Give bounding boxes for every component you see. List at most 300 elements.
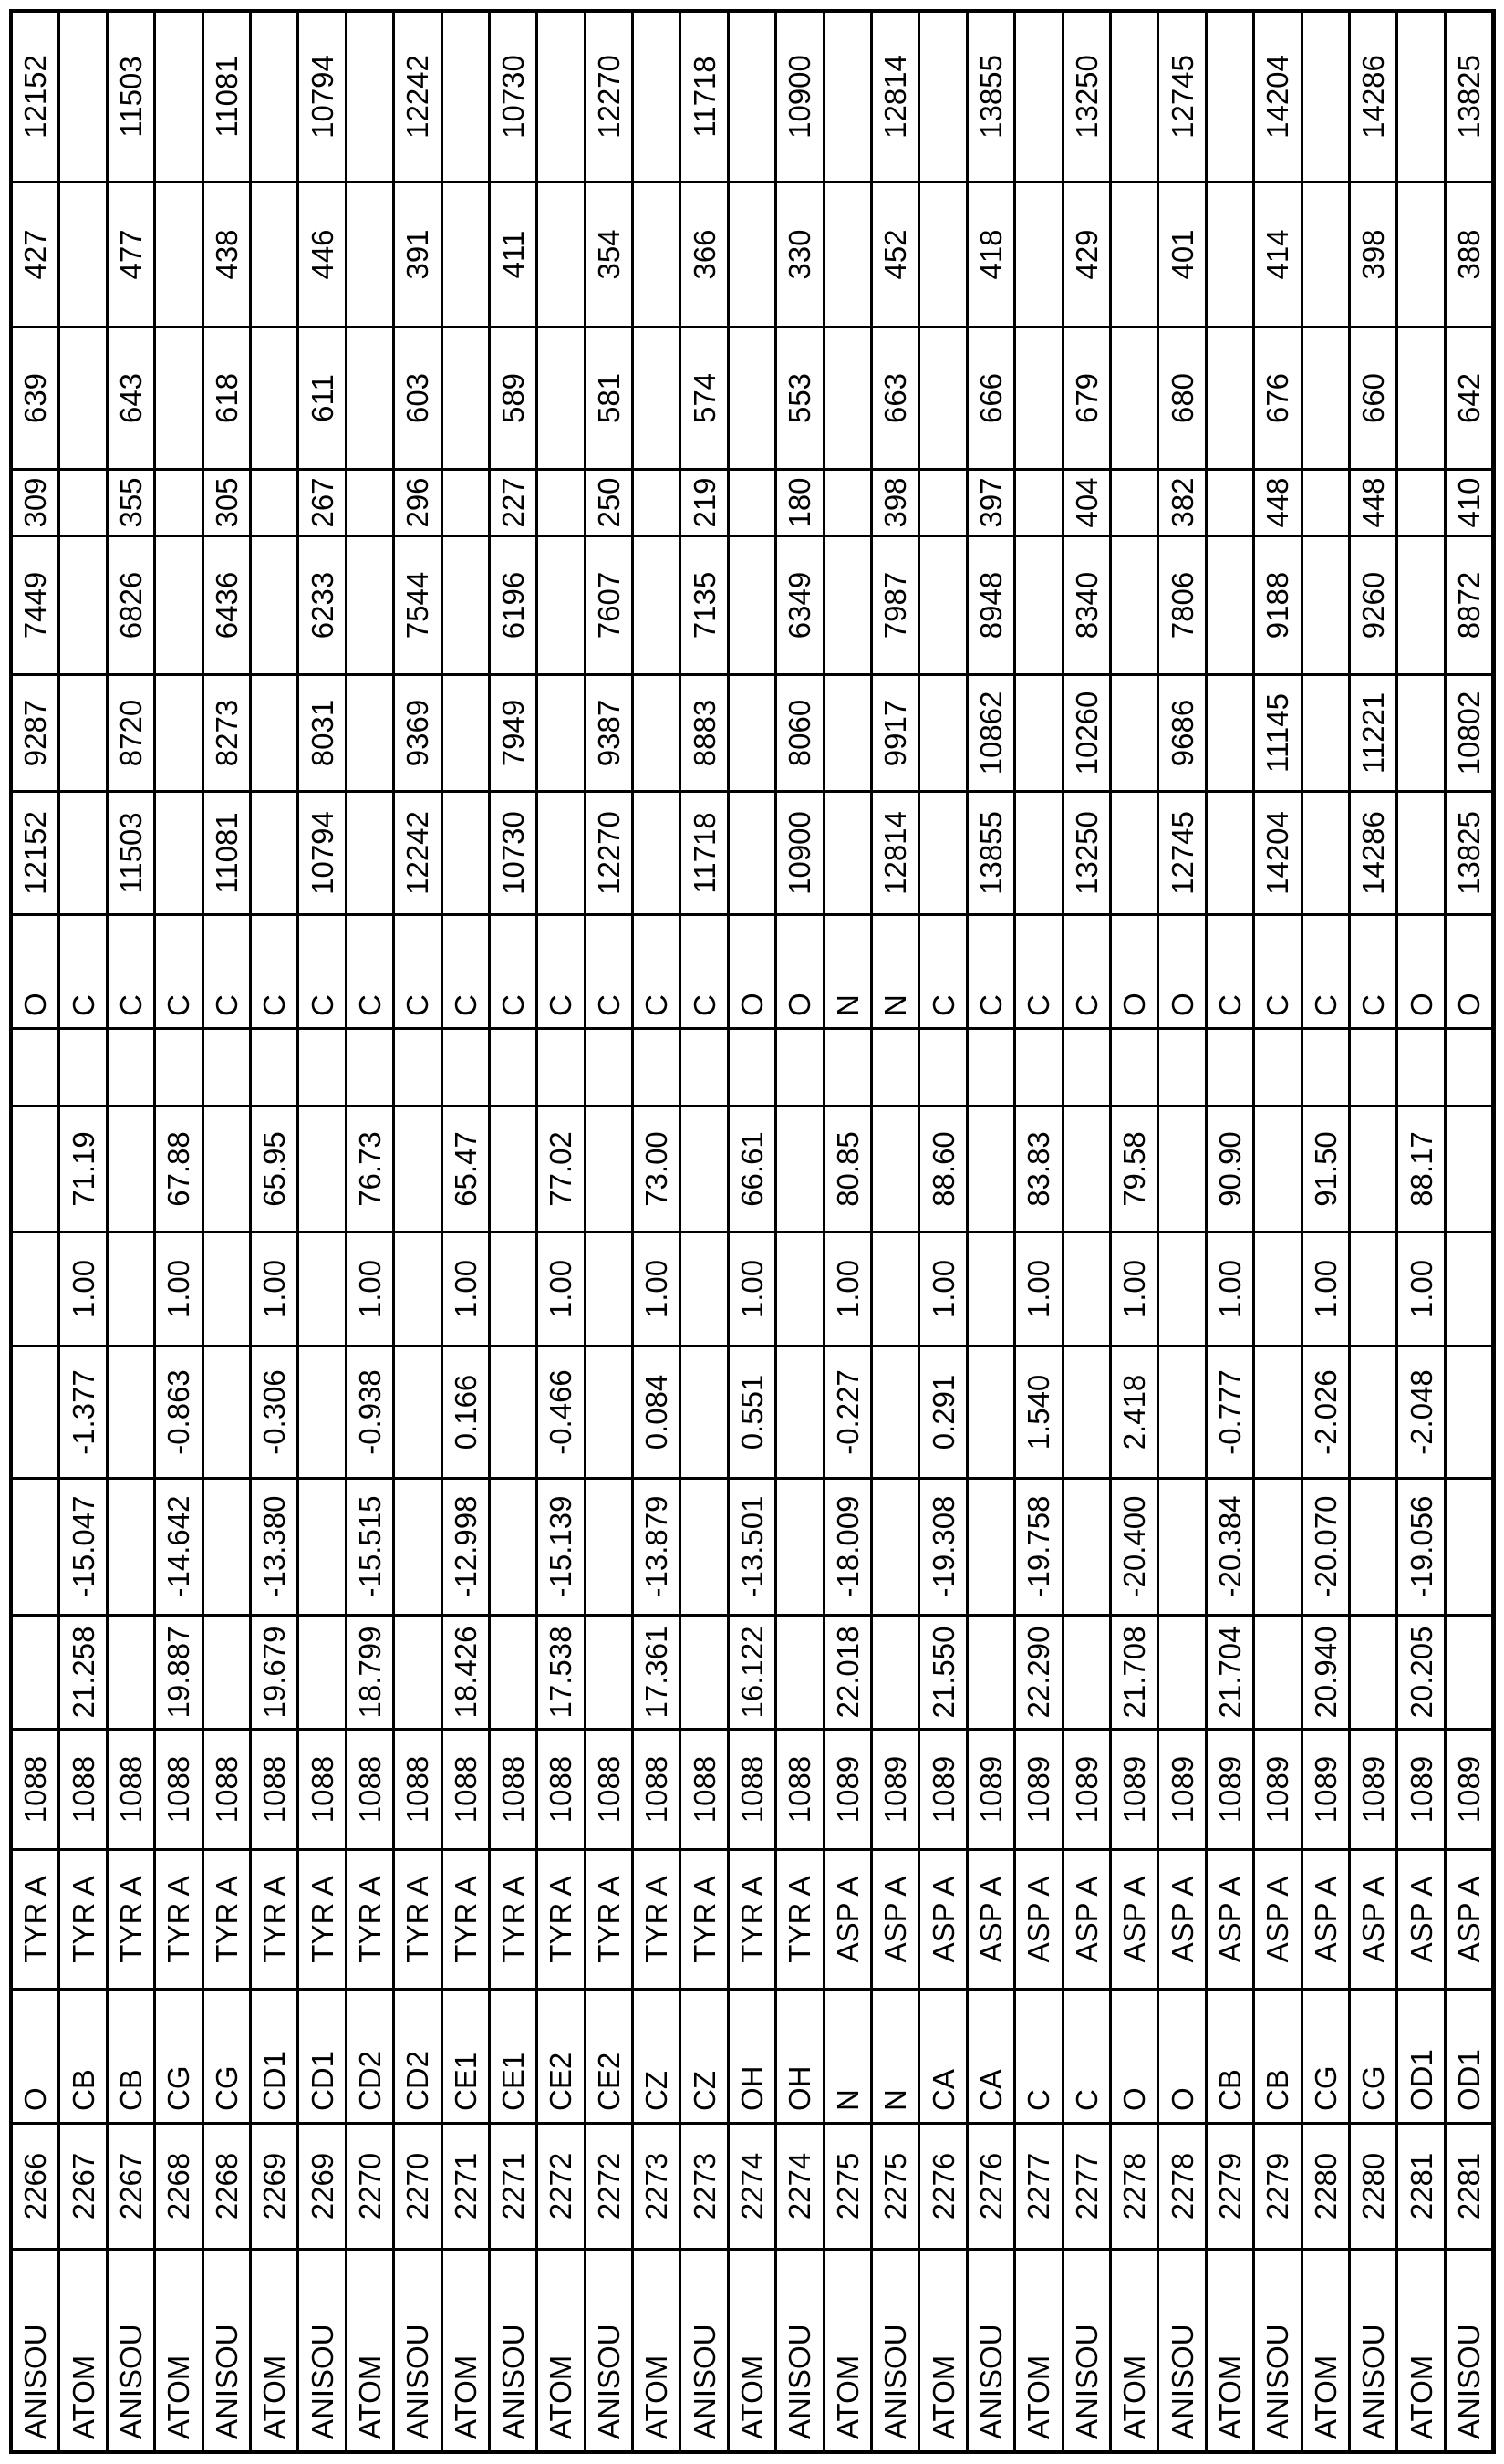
cell-x-coord-row6: 19.679 xyxy=(252,1617,296,1728)
cell-atom-name-row9: CD2 xyxy=(395,1991,440,2122)
cell-atom-serial-row19: 2275 xyxy=(873,2125,918,2248)
cell-u11-repeat-row30 xyxy=(1398,13,1443,181)
cell-u11-repeat-row6 xyxy=(252,13,296,181)
cell-u33-row26 xyxy=(1208,537,1252,673)
cell-u13-row3: 643 xyxy=(109,328,153,468)
cell-occupancy-row18: 1.00 xyxy=(825,1233,870,1345)
cell-u33-row10 xyxy=(443,537,488,673)
cell-u23-row14 xyxy=(634,183,679,326)
cell-atom-name-row21: CA xyxy=(969,1991,1013,2122)
cell-residue-chain-row17: TYR A xyxy=(777,1851,822,1988)
cell-atom-name-row1: O xyxy=(13,1991,57,2122)
cell-u12-row24 xyxy=(1112,471,1157,535)
cell-residue-seq-row25: 1089 xyxy=(1159,1731,1204,1848)
cell-blank-row23 xyxy=(1064,1030,1109,1105)
cell-blank-row10 xyxy=(443,1030,488,1105)
cell-residue-chain-row15: TYR A xyxy=(681,1851,726,1988)
cell-y-coord-row4: -14.642 xyxy=(156,1480,201,1614)
cell-residue-seq-row28: 1089 xyxy=(1303,1731,1348,1848)
cell-atom-name-row16: OH xyxy=(730,1991,774,2122)
cell-record-type-row23: ANISOU xyxy=(1064,2251,1109,2450)
cell-residue-seq-row5: 1088 xyxy=(204,1731,249,1848)
cell-residue-chain-row11: TYR A xyxy=(491,1851,535,1988)
cell-residue-chain-row22: ASP A xyxy=(1016,1851,1061,1988)
cell-y-coord-row11 xyxy=(491,1480,535,1614)
cell-element-row22: C xyxy=(1016,916,1061,1027)
cell-z-coord-row16: 0.551 xyxy=(730,1347,774,1477)
cell-occupancy-row27 xyxy=(1255,1233,1300,1345)
cell-u11-repeat-row29: 14286 xyxy=(1351,13,1395,181)
cell-y-coord-row26: -20.384 xyxy=(1208,1480,1252,1614)
cell-atom-name-row27: CB xyxy=(1255,1991,1300,2122)
cell-u23-row1: 427 xyxy=(13,183,57,326)
cell-blank-row24 xyxy=(1112,1030,1157,1105)
cell-occupancy-row24: 1.00 xyxy=(1112,1233,1157,1345)
cell-atom-serial-row29: 2280 xyxy=(1351,2125,1395,2248)
cell-residue-chain-row31: ASP A xyxy=(1447,1851,1491,1988)
cell-x-coord-row22: 22.290 xyxy=(1016,1617,1061,1728)
cell-z-coord-row17 xyxy=(777,1347,822,1477)
cell-y-coord-row19 xyxy=(873,1480,918,1614)
cell-record-type-row3: ANISOU xyxy=(109,2251,153,2450)
cell-z-coord-row4: -0.863 xyxy=(156,1347,201,1477)
cell-residue-chain-row18: ASP A xyxy=(825,1851,870,1988)
cell-z-coord-row5 xyxy=(204,1347,249,1477)
cell-x-coord-row1 xyxy=(13,1617,57,1728)
cell-occupancy-row17 xyxy=(777,1233,822,1345)
cell-atom-serial-row4: 2268 xyxy=(156,2125,201,2248)
cell-temp-factor-row10: 65.47 xyxy=(443,1107,488,1231)
cell-blank-row15 xyxy=(681,1030,726,1105)
cell-u12-row16 xyxy=(730,471,774,535)
cell-blank-row7 xyxy=(299,1030,344,1105)
cell-atom-name-row2: CB xyxy=(60,1991,105,2122)
cell-residue-seq-row2: 1088 xyxy=(60,1731,105,1848)
cell-u22-row17: 8060 xyxy=(777,676,822,790)
cell-residue-chain-row26: ASP A xyxy=(1208,1851,1252,1988)
cell-record-type-row4: ATOM xyxy=(156,2251,201,2450)
cell-occupancy-row2: 1.00 xyxy=(60,1233,105,1345)
cell-occupancy-row26: 1.00 xyxy=(1208,1233,1252,1345)
cell-element-row2: C xyxy=(60,916,105,1027)
cell-residue-chain-row7: TYR A xyxy=(299,1851,344,1988)
cell-u13-row30 xyxy=(1398,328,1443,468)
cell-u22-row12 xyxy=(538,676,583,790)
cell-y-coord-row13 xyxy=(586,1480,631,1614)
cell-z-coord-row1 xyxy=(13,1347,57,1477)
cell-u22-row16 xyxy=(730,676,774,790)
cell-residue-seq-row17: 1088 xyxy=(777,1731,822,1848)
cell-u33-row15: 7135 xyxy=(681,537,726,673)
cell-residue-chain-row9: TYR A xyxy=(395,1851,440,1988)
cell-blank-row31 xyxy=(1447,1030,1491,1105)
cell-u13-row1: 639 xyxy=(13,328,57,468)
cell-record-type-row29: ANISOU xyxy=(1351,2251,1395,2450)
cell-blank-row4 xyxy=(156,1030,201,1105)
cell-blank-row11 xyxy=(491,1030,535,1105)
cell-u33-row3: 6826 xyxy=(109,537,153,673)
cell-element-row21: C xyxy=(969,916,1013,1027)
cell-u13-row9: 603 xyxy=(395,328,440,468)
cell-u12-row23: 404 xyxy=(1064,471,1109,535)
cell-blank-row22 xyxy=(1016,1030,1061,1105)
cell-u11-repeat-row8 xyxy=(347,13,392,181)
cell-x-coord-row15 xyxy=(681,1617,726,1728)
cell-y-coord-row21 xyxy=(969,1480,1013,1614)
cell-u12-row1: 309 xyxy=(13,471,57,535)
cell-occupancy-row10: 1.00 xyxy=(443,1233,488,1345)
cell-z-coord-row25 xyxy=(1159,1347,1204,1477)
cell-blank-row20 xyxy=(920,1030,965,1105)
cell-x-coord-row26: 21.704 xyxy=(1208,1617,1252,1728)
cell-element-row25: O xyxy=(1159,916,1204,1027)
cell-element-row7: C xyxy=(299,916,344,1027)
cell-blank-row1 xyxy=(13,1030,57,1105)
cell-atom-serial-row30: 2281 xyxy=(1398,2125,1443,2248)
cell-u12-row9: 296 xyxy=(395,471,440,535)
cell-occupancy-row9 xyxy=(395,1233,440,1345)
cell-occupancy-row30: 1.00 xyxy=(1398,1233,1443,1345)
cell-u33-row19: 7987 xyxy=(873,537,918,673)
cell-u22-row7: 8031 xyxy=(299,676,344,790)
cell-y-coord-row2: -15.047 xyxy=(60,1480,105,1614)
cell-u11-row11: 10730 xyxy=(491,793,535,913)
cell-u11-repeat-row5: 11081 xyxy=(204,13,249,181)
cell-residue-chain-row20: ASP A xyxy=(920,1851,965,1988)
cell-u13-row18 xyxy=(825,328,870,468)
cell-temp-factor-row2: 71.19 xyxy=(60,1107,105,1231)
cell-u33-row28 xyxy=(1303,537,1348,673)
cell-u22-row28 xyxy=(1303,676,1348,790)
cell-y-coord-row15 xyxy=(681,1480,726,1614)
cell-u33-row8 xyxy=(347,537,392,673)
cell-z-coord-row10: 0.166 xyxy=(443,1347,488,1477)
cell-z-coord-row18: -0.227 xyxy=(825,1347,870,1477)
cell-atom-name-row12: CE2 xyxy=(538,1991,583,2122)
cell-atom-serial-row25: 2278 xyxy=(1159,2125,1204,2248)
cell-z-coord-row7 xyxy=(299,1347,344,1477)
cell-residue-chain-row5: TYR A xyxy=(204,1851,249,1988)
cell-u12-row7: 267 xyxy=(299,471,344,535)
cell-u13-row21: 666 xyxy=(969,328,1013,468)
cell-record-type-row5: ANISOU xyxy=(204,2251,249,2450)
cell-temp-factor-row15 xyxy=(681,1107,726,1231)
cell-u11-repeat-row24 xyxy=(1112,13,1157,181)
cell-temp-factor-row24: 79.58 xyxy=(1112,1107,1157,1231)
cell-u22-row9: 9369 xyxy=(395,676,440,790)
cell-u13-row8 xyxy=(347,328,392,468)
cell-record-type-row9: ANISOU xyxy=(395,2251,440,2450)
cell-u33-row18 xyxy=(825,537,870,673)
cell-x-coord-row4: 19.887 xyxy=(156,1617,201,1728)
cell-element-row10: C xyxy=(443,916,488,1027)
cell-u11-repeat-row15: 11718 xyxy=(681,13,726,181)
cell-record-type-row24: ATOM xyxy=(1112,2251,1157,2450)
cell-residue-seq-row31: 1089 xyxy=(1447,1731,1491,1848)
cell-x-coord-row21 xyxy=(969,1617,1013,1728)
cell-record-type-row30: ATOM xyxy=(1398,2251,1443,2450)
cell-u13-row10 xyxy=(443,328,488,468)
cell-occupancy-row6: 1.00 xyxy=(252,1233,296,1345)
cell-occupancy-row7 xyxy=(299,1233,344,1345)
cell-temp-factor-row19 xyxy=(873,1107,918,1231)
cell-u33-row22 xyxy=(1016,537,1061,673)
cell-x-coord-row11 xyxy=(491,1617,535,1728)
cell-u11-row25: 12745 xyxy=(1159,793,1204,913)
cell-atom-serial-row18: 2275 xyxy=(825,2125,870,2248)
cell-record-type-row6: ATOM xyxy=(252,2251,296,2450)
cell-u11-row15: 11718 xyxy=(681,793,726,913)
cell-u23-row27: 414 xyxy=(1255,183,1300,326)
cell-y-coord-row23 xyxy=(1064,1480,1109,1614)
cell-u22-row14 xyxy=(634,676,679,790)
cell-u22-row27: 11145 xyxy=(1255,676,1300,790)
cell-temp-factor-row9 xyxy=(395,1107,440,1231)
cell-u23-row15: 366 xyxy=(681,183,726,326)
cell-x-coord-row20: 21.550 xyxy=(920,1617,965,1728)
cell-record-type-row15: ANISOU xyxy=(681,2251,726,2450)
cell-atom-name-row4: CG xyxy=(156,1991,201,2122)
cell-x-coord-row29 xyxy=(1351,1617,1395,1728)
cell-u13-row29: 660 xyxy=(1351,328,1395,468)
cell-temp-factor-row28: 91.50 xyxy=(1303,1107,1348,1231)
cell-u11-repeat-row31: 13825 xyxy=(1447,13,1491,181)
cell-residue-seq-row6: 1088 xyxy=(252,1731,296,1848)
cell-u22-row6 xyxy=(252,676,296,790)
cell-u11-row4 xyxy=(156,793,201,913)
cell-occupancy-row28: 1.00 xyxy=(1303,1233,1348,1345)
cell-u13-row7: 611 xyxy=(299,328,344,468)
cell-u13-row27: 676 xyxy=(1255,328,1300,468)
cell-u23-row23: 429 xyxy=(1064,183,1109,326)
cell-atom-name-row25: O xyxy=(1159,1991,1204,2122)
cell-u11-repeat-row13: 12270 xyxy=(586,13,631,181)
cell-record-type-row2: ATOM xyxy=(60,2251,105,2450)
cell-temp-factor-row17 xyxy=(777,1107,822,1231)
cell-atom-name-row23: C xyxy=(1064,1991,1109,2122)
cell-u12-row15: 219 xyxy=(681,471,726,535)
cell-u11-row1: 12152 xyxy=(13,793,57,913)
cell-z-coord-row14: 0.084 xyxy=(634,1347,679,1477)
cell-occupancy-row15 xyxy=(681,1233,726,1345)
cell-atom-name-row15: CZ xyxy=(681,1991,726,2122)
cell-u11-repeat-row7: 10794 xyxy=(299,13,344,181)
cell-atom-name-row10: CE1 xyxy=(443,1991,488,2122)
cell-u33-row14 xyxy=(634,537,679,673)
cell-temp-factor-row3 xyxy=(109,1107,153,1231)
cell-occupancy-row1 xyxy=(13,1233,57,1345)
cell-atom-serial-row27: 2279 xyxy=(1255,2125,1300,2248)
cell-y-coord-row5 xyxy=(204,1480,249,1614)
cell-record-type-row10: ATOM xyxy=(443,2251,488,2450)
cell-x-coord-row30: 20.205 xyxy=(1398,1617,1443,1728)
cell-temp-factor-row16: 66.61 xyxy=(730,1107,774,1231)
cell-temp-factor-row4: 67.88 xyxy=(156,1107,201,1231)
cell-blank-row25 xyxy=(1159,1030,1204,1105)
cell-atom-name-row28: CG xyxy=(1303,1991,1348,2122)
cell-u11-repeat-row19: 12814 xyxy=(873,13,918,181)
cell-atom-serial-row14: 2273 xyxy=(634,2125,679,2248)
cell-occupancy-row23 xyxy=(1064,1233,1109,1345)
cell-element-row6: C xyxy=(252,916,296,1027)
cell-residue-chain-row14: TYR A xyxy=(634,1851,679,1988)
cell-u11-row6 xyxy=(252,793,296,913)
cell-u23-row30 xyxy=(1398,183,1443,326)
cell-u33-row29: 9260 xyxy=(1351,537,1395,673)
cell-atom-serial-row13: 2272 xyxy=(586,2125,631,2248)
cell-u13-row5: 618 xyxy=(204,328,249,468)
cell-record-type-row12: ATOM xyxy=(538,2251,583,2450)
cell-occupancy-row5 xyxy=(204,1233,249,1345)
cell-residue-chain-row28: ASP A xyxy=(1303,1851,1348,1988)
cell-u22-row30 xyxy=(1398,676,1443,790)
cell-z-coord-row15 xyxy=(681,1347,726,1477)
cell-x-coord-row16: 16.122 xyxy=(730,1617,774,1728)
cell-u11-repeat-row22 xyxy=(1016,13,1061,181)
cell-z-coord-row21 xyxy=(969,1347,1013,1477)
cell-u33-row20 xyxy=(920,537,965,673)
cell-atom-serial-row23: 2277 xyxy=(1064,2125,1109,2248)
cell-u22-row3: 8720 xyxy=(109,676,153,790)
cell-record-type-row21: ANISOU xyxy=(969,2251,1013,2450)
cell-u22-row5: 8273 xyxy=(204,676,249,790)
cell-u11-row7: 10794 xyxy=(299,793,344,913)
cell-u11-row10 xyxy=(443,793,488,913)
cell-u11-row14 xyxy=(634,793,679,913)
cell-element-row15: C xyxy=(681,916,726,1027)
cell-element-row26: C xyxy=(1208,916,1252,1027)
cell-residue-seq-row23: 1089 xyxy=(1064,1731,1109,1848)
cell-atom-serial-row15: 2273 xyxy=(681,2125,726,2248)
cell-z-coord-row28: -2.026 xyxy=(1303,1347,1348,1477)
cell-temp-factor-row1 xyxy=(13,1107,57,1231)
cell-x-coord-row2: 21.258 xyxy=(60,1617,105,1728)
cell-residue-seq-row27: 1089 xyxy=(1255,1731,1300,1848)
cell-element-row19: N xyxy=(873,916,918,1027)
cell-u22-row21: 10862 xyxy=(969,676,1013,790)
cell-u12-row31: 410 xyxy=(1447,471,1491,535)
cell-atom-name-row5: CG xyxy=(204,1991,249,2122)
cell-u22-row15: 8883 xyxy=(681,676,726,790)
cell-z-coord-row23 xyxy=(1064,1347,1109,1477)
cell-u22-row8 xyxy=(347,676,392,790)
cell-atom-name-row14: CZ xyxy=(634,1991,679,2122)
cell-u12-row13: 250 xyxy=(586,471,631,535)
cell-u13-row13: 581 xyxy=(586,328,631,468)
cell-blank-row12 xyxy=(538,1030,583,1105)
cell-blank-row13 xyxy=(586,1030,631,1105)
cell-residue-chain-row6: TYR A xyxy=(252,1851,296,1988)
cell-u11-row12 xyxy=(538,793,583,913)
cell-y-coord-row6: -13.380 xyxy=(252,1480,296,1614)
cell-residue-seq-row1: 1088 xyxy=(13,1731,57,1848)
cell-atom-serial-row1: 2266 xyxy=(13,2125,57,2248)
rotated-table-region xyxy=(9,9,1496,2454)
cell-y-coord-row24: -20.400 xyxy=(1112,1480,1157,1614)
cell-element-row14: C xyxy=(634,916,679,1027)
cell-u12-row30 xyxy=(1398,471,1443,535)
cell-element-row23: C xyxy=(1064,916,1109,1027)
cell-atom-name-row19: N xyxy=(873,1991,918,2122)
cell-u11-repeat-row14 xyxy=(634,13,679,181)
cell-occupancy-row20: 1.00 xyxy=(920,1233,965,1345)
cell-u23-row10 xyxy=(443,183,488,326)
cell-blank-row14 xyxy=(634,1030,679,1105)
cell-z-coord-row13 xyxy=(586,1347,631,1477)
cell-record-type-row22: ATOM xyxy=(1016,2251,1061,2450)
cell-u23-row24 xyxy=(1112,183,1157,326)
cell-y-coord-row7 xyxy=(299,1480,344,1614)
cell-temp-factor-row26: 90.90 xyxy=(1208,1107,1252,1231)
cell-temp-factor-row20: 88.60 xyxy=(920,1107,965,1231)
cell-u13-row17: 553 xyxy=(777,328,822,468)
cell-temp-factor-row21 xyxy=(969,1107,1013,1231)
cell-element-row3: C xyxy=(109,916,153,1027)
cell-residue-chain-row13: TYR A xyxy=(586,1851,631,1988)
cell-residue-seq-row4: 1088 xyxy=(156,1731,201,1848)
cell-u11-repeat-row2 xyxy=(60,13,105,181)
cell-element-row16: O xyxy=(730,916,774,1027)
cell-record-type-row31: ANISOU xyxy=(1447,2251,1491,2450)
cell-u23-row25: 401 xyxy=(1159,183,1204,326)
cell-element-row17: O xyxy=(777,916,822,1027)
cell-y-coord-row25 xyxy=(1159,1480,1204,1614)
cell-residue-seq-row11: 1088 xyxy=(491,1731,535,1848)
cell-atom-serial-row8: 2270 xyxy=(347,2125,392,2248)
cell-z-coord-row24: 2.418 xyxy=(1112,1347,1157,1477)
cell-u33-row27: 9188 xyxy=(1255,537,1300,673)
cell-u11-repeat-row3: 11503 xyxy=(109,13,153,181)
cell-y-coord-row12: -15.139 xyxy=(538,1480,583,1614)
cell-occupancy-row25 xyxy=(1159,1233,1204,1345)
cell-u12-row28 xyxy=(1303,471,1348,535)
cell-occupancy-row19 xyxy=(873,1233,918,1345)
cell-blank-row6 xyxy=(252,1030,296,1105)
cell-atom-name-row13: CE2 xyxy=(586,1991,631,2122)
cell-u33-row9: 7544 xyxy=(395,537,440,673)
cell-residue-chain-row12: TYR A xyxy=(538,1851,583,1988)
cell-u11-repeat-row10 xyxy=(443,13,488,181)
cell-residue-seq-row16: 1088 xyxy=(730,1731,774,1848)
cell-z-coord-row29 xyxy=(1351,1347,1395,1477)
cell-z-coord-row3 xyxy=(109,1347,153,1477)
cell-element-row20: C xyxy=(920,916,965,1027)
cell-u33-row21: 8948 xyxy=(969,537,1013,673)
cell-atom-serial-row31: 2281 xyxy=(1447,2125,1491,2248)
cell-element-row18: N xyxy=(825,916,870,1027)
cell-atom-serial-row3: 2267 xyxy=(109,2125,153,2248)
cell-u33-row13: 7607 xyxy=(586,537,631,673)
cell-residue-seq-row30: 1089 xyxy=(1398,1731,1443,1848)
cell-atom-serial-row17: 2274 xyxy=(777,2125,822,2248)
cell-atom-name-row20: CA xyxy=(920,1991,965,2122)
cell-atom-serial-row12: 2272 xyxy=(538,2125,583,2248)
cell-element-row8: C xyxy=(347,916,392,1027)
cell-atom-name-row3: CB xyxy=(109,1991,153,2122)
cell-x-coord-row5 xyxy=(204,1617,249,1728)
cell-u12-row21: 397 xyxy=(969,471,1013,535)
cell-element-row12: C xyxy=(538,916,583,1027)
cell-residue-chain-row1: TYR A xyxy=(13,1851,57,1988)
cell-occupancy-row16: 1.00 xyxy=(730,1233,774,1345)
cell-x-coord-row9 xyxy=(395,1617,440,1728)
cell-u33-row12 xyxy=(538,537,583,673)
cell-blank-row18 xyxy=(825,1030,870,1105)
cell-residue-chain-row24: ASP A xyxy=(1112,1851,1157,1988)
cell-temp-factor-row7 xyxy=(299,1107,344,1231)
cell-z-coord-row2: -1.377 xyxy=(60,1347,105,1477)
cell-blank-row21 xyxy=(969,1030,1013,1105)
